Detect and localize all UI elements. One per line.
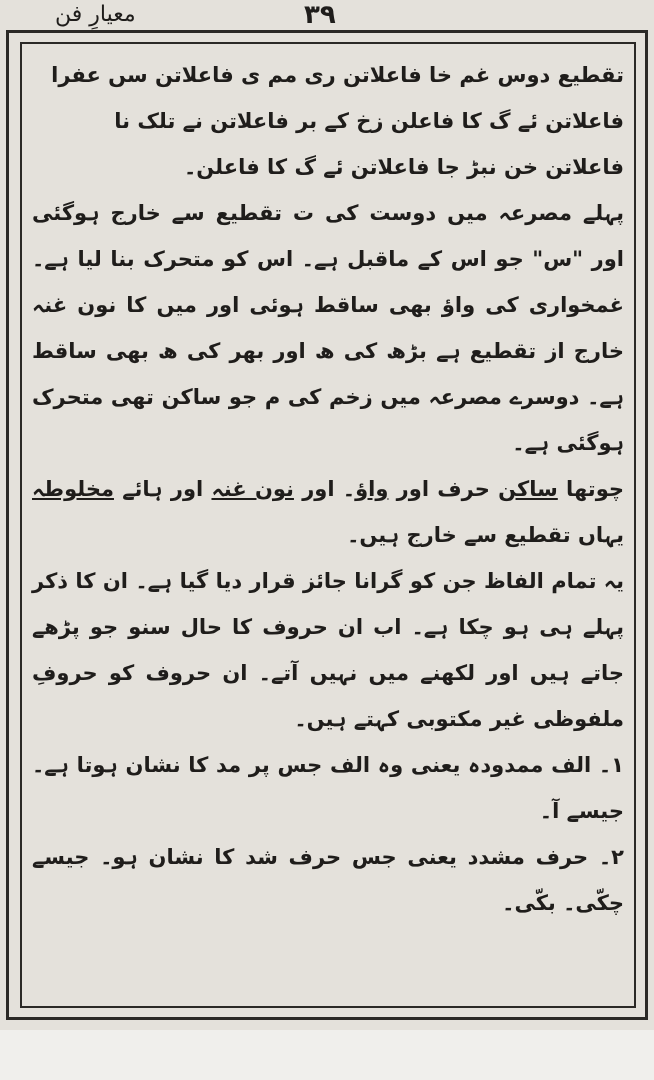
paragraph-3: یہ تمام الفاظ جن کو گرانا جائز قرار دیا گیا ہے۔ ان کا ذکر پہلے ہی ہو چکا ہے۔ اب ان حروف کا حال سنو جو پڑھے جاتے ہیں اور لکھنے میں نہیں آتے۔ ان حروف کو حروفِ ملفوظی غیر مکتوبی کہتے ہیں۔ [32,569,624,731]
text-span: یہاں تقطیع سے خارج ہیں۔ [347,523,624,547]
list-item-2: ۲۔ حرف مشدد یعنی جس حرف شد کا نشان ہو۔ جیسے چکّی۔ بکّی۔ [32,845,624,915]
page-number: ۳۹ [304,0,336,30]
scansion-line-3: فاعلاتن خن نبڑ جا فاعلاتن ئے گ کا فاعلن۔ [183,155,624,179]
text-span: اور ہائے [113,477,212,501]
text-span: چوتھا [557,477,624,501]
scansion-line-2: فاعلاتن ئے گ کا فاعلن زخ کے بر فاعلاتن نے تلک نا [114,109,624,133]
paragraph-1: پہلے مصرعہ میں دوست کی ت تقطیع سے خارج ہوگئی اور "س" جو اس کے ماقبل ہے۔ اس کو متحرک بنا لیا ہے۔ غمخواری کی واؤ بھی ساقط ہوئی اور میں کا نون غنہ خارج از تقطیع ہے بڑھ کی ھ اور بھر کی ھ بھی ساقط ہے۔ دوسرے مصرعہ میں زخم کی م جو ساکن تھی متحرک ہوگئی ہے۔ [32,201,624,455]
list-item-1: ۱۔ الف ممدودہ یعنی وہ الف جس پر مد کا نشان ہوتا ہے۔ جیسے آ۔ [32,753,624,823]
text-span: ۔ اور [293,477,356,501]
underlined-term: نون غنہ [211,477,294,501]
paragraph-2 [32,466,624,558]
text-span: حرف اور [388,477,499,501]
bottom-margin [0,1030,654,1080]
scansion-line-1: تقطیع دوس غم خا فاعلاتن ری مم ی فاعلاتن سں عفرا [51,63,624,87]
underlined-term: مخلوطہ [32,477,114,501]
underlined-term: واؤ [355,477,389,501]
underlined-term: ساکن [498,477,558,501]
body-text [32,52,624,926]
running-title: معیارِ فن [55,2,136,27]
page-header [0,0,654,30]
